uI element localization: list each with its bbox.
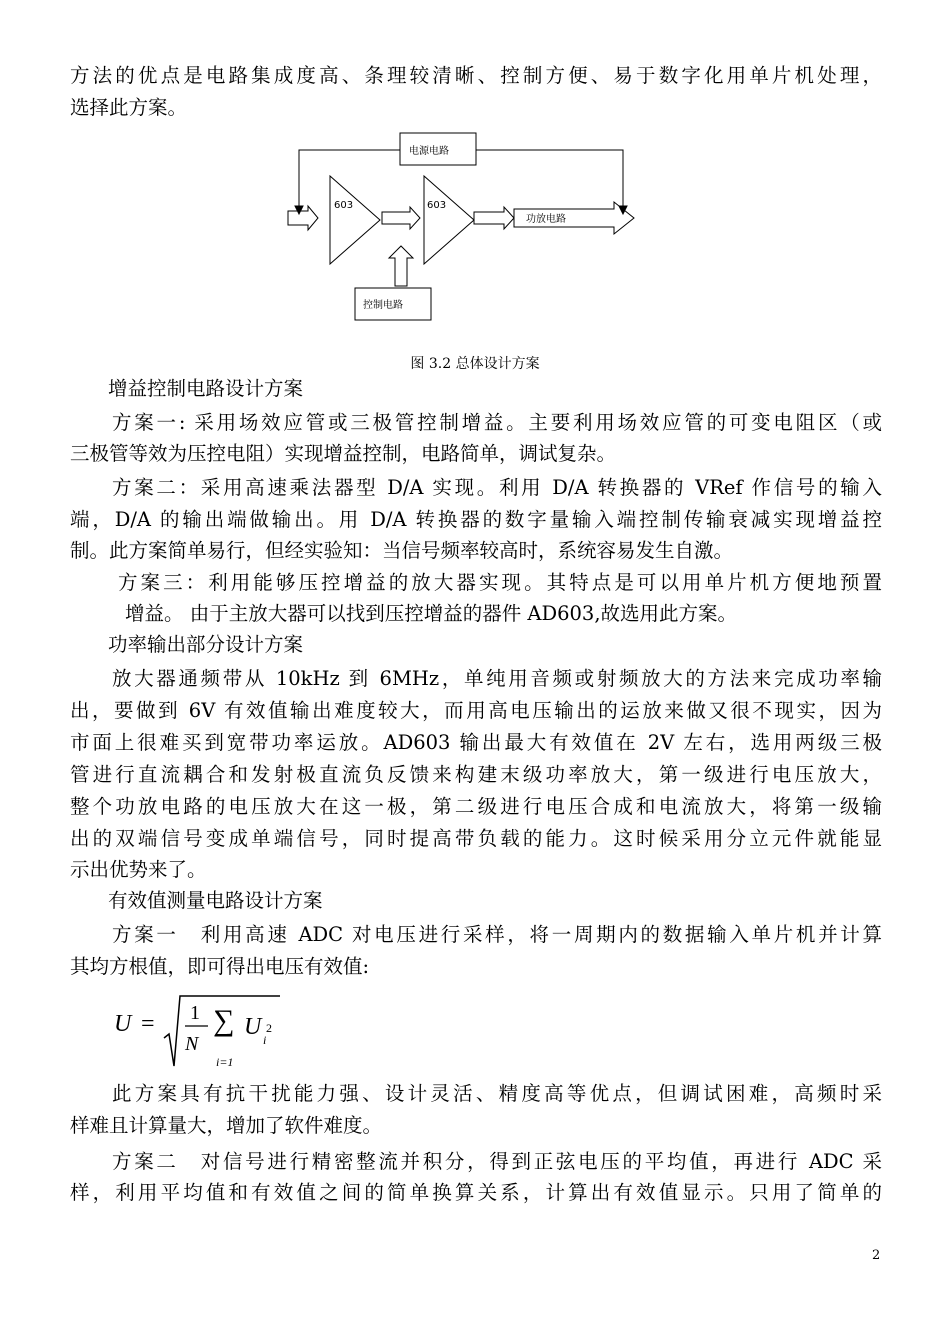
section-heading-gain: 增益控制电路设计方案: [108, 377, 304, 400]
body-text-line: 示出优势来了。: [70, 858, 207, 881]
body-text-line: 其均方根值，即可得出电压有效值:: [70, 955, 370, 978]
body-text-line: 样，利用平均值和有效值之间的简单换算关系，计算出有效值显示。只用了简单的: [70, 1181, 882, 1204]
body-text-line: 选择此方案。: [70, 96, 188, 119]
formula-equals: =: [141, 1011, 155, 1037]
body-text-line: 制。此方案简单易行，但经实验知：当信号频率较高时，系统容易发生自激。: [70, 539, 734, 562]
body-text-line: 方案三：利用能够压控增益的放大器实现。其特点是可以用单片机方便地预置: [118, 571, 882, 594]
amplifier-2-block: [424, 176, 474, 264]
body-text-line: 方案一: 采用场效应管或三极管控制增益。主要利用场效应管的可变电阻区（或: [112, 411, 882, 434]
figure-caption: 图 3.2 总体设计方案: [410, 356, 540, 372]
formula-lower-limit: i=1: [216, 1055, 234, 1069]
body-text-line: 管进行直流耦合和发射极直流负反馈来构建末级功率放大，第一级进行电压放大，: [70, 763, 882, 786]
body-text-line: 方案二：采用高速乘法器型 D/A 实现。利用 D/A 转换器的 VRef 作信号的输入: [112, 476, 882, 499]
section-heading-rms: 有效值测量电路设计方案: [108, 889, 323, 912]
formula-denominator: N: [185, 1033, 199, 1055]
body-text-line: 样难且计算量大，增加了软件难度。: [70, 1114, 383, 1137]
body-text-line: 出，要做到 6V 有效值输出难度较大，而用高电压输出的运放来做又很不现实，因为: [70, 699, 882, 722]
block-diagram: [280, 128, 660, 328]
formula-lhs: U: [114, 1011, 132, 1037]
body-text-line: 放大器通频带从 10kHz 到 6MHz，单纯用音频或射频放大的方法来完成功率输: [112, 667, 882, 690]
power-amp-label: 功放电路: [526, 214, 566, 225]
power-supply-label: 电源电路: [409, 146, 449, 157]
body-text-line: 方法的优点是电路集成度高、条理较清晰、控制方便、易于数字化用单片机处理，: [70, 64, 882, 87]
body-text-line: 市面上很难买到宽带功率运放。AD603 输出最大有效值在 2V 左右，选用两级三极: [70, 731, 882, 754]
formula-subscript: i: [263, 1033, 267, 1047]
section-heading-power: 功率输出部分设计方案: [108, 633, 304, 656]
body-text-line: 增益。 由于主放大器可以找到压控增益的器件 AD603,故选用此方案。: [125, 602, 738, 625]
rms-formula: [110, 988, 290, 1070]
body-text-line: 整个功放电路的电压放大在这一极，第二级进行电压合成和电流放大，将第一级输: [70, 795, 882, 818]
formula-exponent: 2: [266, 1021, 272, 1035]
formula-numerator: 1: [190, 1002, 200, 1024]
body-text-line: 三极管等效为压控电阻）实现增益控制，电路简单，调试复杂。: [70, 442, 617, 465]
amplifier-1-block: [330, 176, 380, 264]
body-text-line: 此方案具有抗干扰能力强、设计灵活、精度高等优点，但调试困难，高频时采: [112, 1082, 882, 1105]
body-text-line: 端，D/A 的输出端做输出。用 D/A 转换器的数字量输入端控制传输衰减实现增益控: [70, 508, 882, 531]
body-text-line: 出的双端信号变成单端信号，同时提高带负载的能力。这时候采用分立元件就能显: [70, 827, 882, 850]
formula-sum: ∑: [213, 1004, 235, 1037]
body-text-line: 方案二 对信号进行精密整流并积分，得到正弦电压的平均值，再进行 ADC 采: [112, 1150, 882, 1173]
page-number: 2: [872, 1248, 881, 1263]
body-text-line: 方案一 利用高速 ADC 对电压进行采样，将一周期内的数据输入单片机并计算: [112, 923, 882, 946]
amplifier-1-label: 603: [334, 200, 354, 211]
formula-term: U: [244, 1014, 262, 1040]
amplifier-2-label: 603: [427, 200, 447, 211]
control-circuit-label: 控制电路: [363, 300, 403, 311]
